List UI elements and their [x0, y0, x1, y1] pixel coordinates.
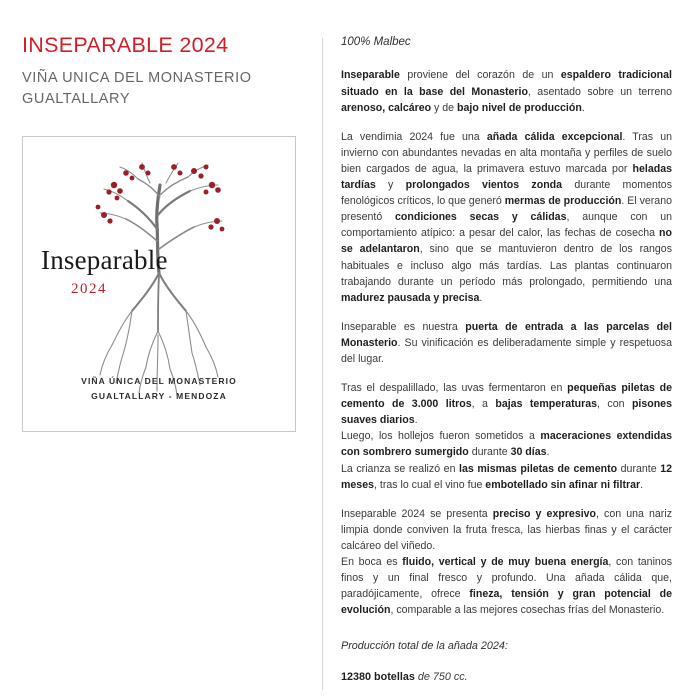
paragraph-vinification: Tras el despalillado, las uvas fermentaron en pequeñas piletas de cemento de 3.000 litros, a bajas temperaturas, con pisones suaves diarios. Luego, los hollejos fueron sometidos a maceraciones extendidas con sombrero sumergido durante 30 días. La crianza se realizó en las mismas piletas de cemento durante 12 meses, tras lo cual el vino fue embotellado sin afinar ni filtrar.: [341, 382, 673, 491]
description-paragraphs: [341, 67, 672, 618]
paragraph-entry-wine: Inseparable es nuestra puerta de entrada a las parcelas del Monasterio. Su vinificación es deliberadamente simple y respetuosa del lugar.: [341, 320, 672, 365]
label-foot-line-2: GUALTALLARY - MENDOZA: [91, 391, 227, 402]
production-format: de 750 cc.: [414, 670, 468, 683]
left-column: [22, 34, 322, 690]
varietal-line: 100% Malbec: [341, 36, 411, 48]
label-vintage: 2024: [71, 280, 107, 297]
page-title: INSEPARABLE 2024: [22, 33, 229, 57]
production-amount-line: [341, 669, 672, 685]
paragraph-tasting: Inseparable 2024 se presenta preciso y expresivo, con una nariz limpia donde conviven la fruta fresca, las hierbas finas y el carácter calcáreo del viñedo. En boca es fluido, vertical y de muy buena energía, con taninos finos y un final fresco y profundo. Una añada cálida que, paradójicamente, ofrece fineza, tensión y gran potencial de evolución, comparable a las mejores cosechas frías del Monasterio.: [341, 507, 673, 617]
production-amount: 12380 botellas: [341, 670, 415, 683]
paragraph-origin: Inseparable proviene del corazón de un espaldero tradicional situado en la base del Monasterio, asentado sobre un terreno arenoso, calcáreo y de bajo nivel de producción.: [341, 69, 673, 114]
column-divider: [322, 38, 323, 690]
subtitle-line-2: GUALTALLARY: [22, 90, 131, 107]
label-wordmark: Inseparable: [41, 244, 168, 275]
label-footer-text: [23, 374, 295, 405]
vine-tree-illustration: [54, 145, 264, 407]
right-column: [341, 34, 676, 690]
bottle-label-image: [22, 136, 296, 432]
label-foot-line-1: VIÑA ÚNICA DEL MONASTERIO: [81, 376, 237, 387]
paragraph-vintage-notes: La vendimia 2024 fue una añada cálida excepcional. Tras un invierno con abundantes nevadas en alta montaña y perfiles de suelo bien cargados de agua, la primavera estuvo marcada por heladas tardías y prolongados vientos zonda durante momentos fenológicos críticos, lo que generó mermas de producción. El verano presentó condiciones secas y cálidas, aunque con un comportamiento atípico: a pesar del calor, las fechas de cosecha no se adelantaron, sino que se mantuvieron dentro de los rangos habituales e incluso algo más tardías. Las plantas continuaron trabajando durante un período más prolongado, permitiendo una madurez pausada y precisa.: [341, 130, 673, 304]
subtitle-line-1: VIÑA UNICA DEL MONASTERIO: [22, 69, 252, 86]
production-heading: Producción total de la añada 2024:: [341, 640, 508, 653]
page-subtitle: [22, 68, 308, 110]
